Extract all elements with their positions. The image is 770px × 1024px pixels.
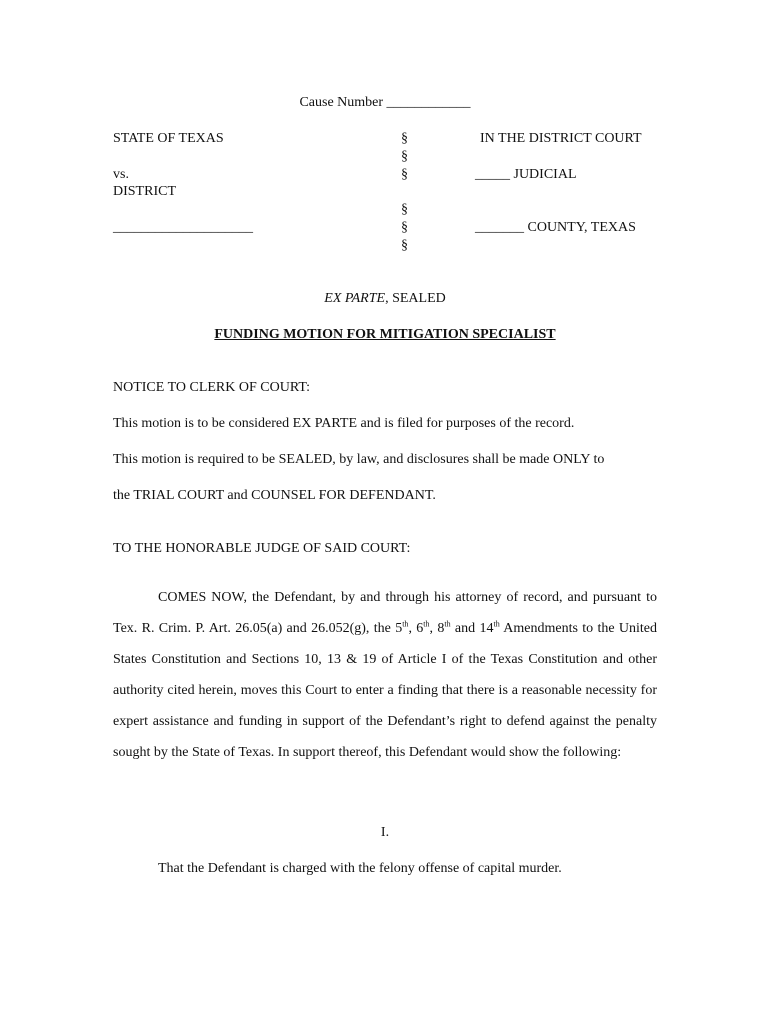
notice-line-3: the TRIAL COURT and COUNSEL FOR DEFENDANT. bbox=[113, 488, 436, 503]
salutation: TO THE HONORABLE JUDGE OF SAID COURT: bbox=[113, 541, 411, 556]
body-text-b: , 6 bbox=[408, 621, 424, 636]
section-symbol: § bbox=[401, 238, 408, 253]
ordinal-suffix: th bbox=[402, 619, 409, 629]
ordinal-suffix: th bbox=[423, 619, 430, 629]
body-text-e: Amendments to the United States Constitution and Sections 10, 13 & 19 of Article I of the Texas Constitution and other authority cited herein, moves this Court to enter a finding that there is a reasonable necessity for expert assistance and funding in support of the Defendant’s right to defend against the penalty sought by the State of Texas. In support thereof, this Defendant would show the following: bbox=[113, 621, 658, 760]
body-paragraph bbox=[113, 582, 657, 768]
body-text-d: and 14 bbox=[450, 621, 494, 636]
caption-district: DISTRICT bbox=[113, 184, 176, 199]
notice-line-1: This motion is to be considered EX PARTE and is filed for purposes of the record. bbox=[113, 416, 575, 431]
caption-county: _______ COUNTY, TEXAS bbox=[475, 220, 636, 235]
section-symbol: § bbox=[401, 220, 408, 235]
notice-line-2: This motion is required to be SEALED, by law, and disclosures shall be made ONLY to bbox=[113, 452, 605, 467]
ex-parte-label: EX PARTE bbox=[324, 291, 386, 306]
notice-label: NOTICE TO CLERK OF COURT: bbox=[113, 380, 311, 395]
ordinal-suffix: th bbox=[444, 619, 451, 629]
body-text-a: COMES NOW, the Defendant, by and through his attorney of record, and pursuant to Tex. R. Crim. P. Art. 26.05(a) and 26.052(g), the 5 bbox=[113, 590, 657, 636]
cause-number: Cause Number ____________ bbox=[299, 95, 471, 110]
caption-court: IN THE DISTRICT COURT bbox=[480, 131, 642, 146]
motion-title-text: FUNDING MOTION FOR MITIGATION SPECIALIST bbox=[214, 327, 556, 342]
section-symbol: § bbox=[401, 202, 408, 217]
section-symbol: § bbox=[401, 131, 408, 146]
motion-designation bbox=[0, 291, 770, 307]
body-text-c: , 8 bbox=[429, 621, 445, 636]
caption-state: STATE OF TEXAS bbox=[113, 131, 224, 146]
section-one-text: That the Defendant is charged with the felony offense of capital murder. bbox=[158, 861, 562, 876]
caption-vs: vs. bbox=[113, 167, 129, 182]
ordinal-suffix: th bbox=[493, 619, 500, 629]
section-symbol: § bbox=[401, 167, 408, 182]
caption-judicial: _____ JUDICIAL bbox=[475, 167, 577, 182]
sealed-label: , SEALED bbox=[385, 291, 446, 306]
caption-defendant-blank: ____________________ bbox=[113, 220, 253, 235]
section-symbol: § bbox=[401, 149, 408, 164]
motion-title bbox=[0, 327, 770, 343]
section-numeral: I. bbox=[380, 825, 390, 840]
